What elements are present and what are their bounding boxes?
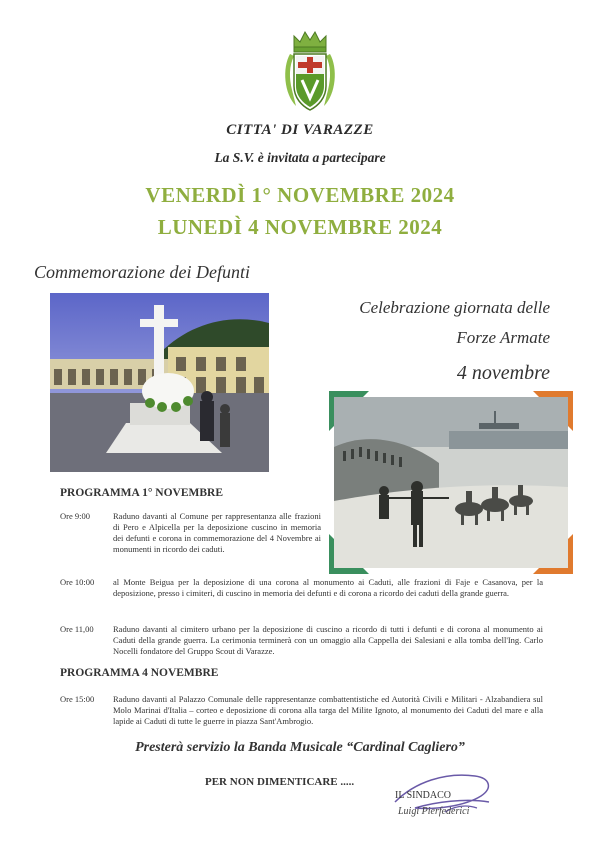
- city-name: CITTA' DI VARAZZE: [226, 122, 374, 138]
- program-item-text: Raduno davanti al cimitero urbano per la deposizione di cuscino a ricordo di tutti i defunti e di corona al monumento ai Caduti della grande guerra. La cerimonia terminerà con un omaggio alla Cappella dei Salesiani e alla tomba dell'Ing. Carlo Nocelli fondatore del Gruppo Scout di Varazze.: [113, 624, 543, 656]
- mayor-title: IL SINDACO: [395, 790, 452, 801]
- city-crest: [280, 28, 340, 114]
- time-label: Ore 9:00: [60, 511, 90, 521]
- celebration-line-2: Forze Armate: [456, 328, 550, 347]
- program-item-text: al Monte Beigua per la deposizione di una corona al monumento ai Caduti, alle frazioni di Faje e Casanova, per la deposizione, presso i cimiteri, di cuscino in memoria dei defunti e di corona a ricordo dei caduti della grande guerra.: [113, 577, 543, 598]
- band-announcement: Presterà servizio la Banda Musicale “Cardinal Cagliero”: [135, 740, 465, 755]
- time-label: Ore 15:00: [60, 694, 95, 704]
- event-date-1: VENERDÌ 1° NOVEMBRE 2024: [145, 183, 455, 207]
- celebration-line-1: Celebrazione giornata delle: [359, 298, 550, 317]
- program-item-text: Raduno davanti al Comune per rappresentanza alle frazioni di Pero e Alpicella per la deposizione cuscino in memoria dei defunti e corona in commemorazione del 4 Novembre ai monumenti in ricordo dei caduti.: [113, 511, 321, 554]
- time-label: Ore 11,00: [60, 624, 94, 634]
- event-date-2: LUNEDÌ 4 NOVEMBRE 2024: [157, 215, 443, 239]
- commemoration-title: Commemorazione dei Defunti: [34, 262, 250, 282]
- time-label: Ore 10:00: [60, 577, 95, 587]
- programma-1-heading: PROGRAMMA 1° NOVEMBRE: [60, 487, 224, 499]
- cemetery-photo: [50, 293, 269, 472]
- programma-2-heading: PROGRAMMA 4 NOVEMBRE: [60, 667, 219, 679]
- program-item-text: Raduno davanti al Palazzo Comunale delle rappresentanze combattentistiche ed Autorità Civili e Militari - Alzabandiera sul Molo Marinai d'Italia – corteo e deposizione di corona alla targa del Milite Ignoto, al monumento dei Caduti del mare e alla lapide ai Caduti di tutte le guerre in piazza Sant'Ambrogio.: [113, 694, 543, 726]
- mayor-name: Luigi Pierfederici: [398, 806, 470, 817]
- soldiers-illustration: [329, 391, 573, 574]
- celebration-line-3: 4 novembre: [456, 362, 550, 384]
- invitation-text: La S.V. è invitata a partecipare: [214, 150, 386, 165]
- remembrance-text: PER NON DIMENTICARE .....: [205, 776, 355, 788]
